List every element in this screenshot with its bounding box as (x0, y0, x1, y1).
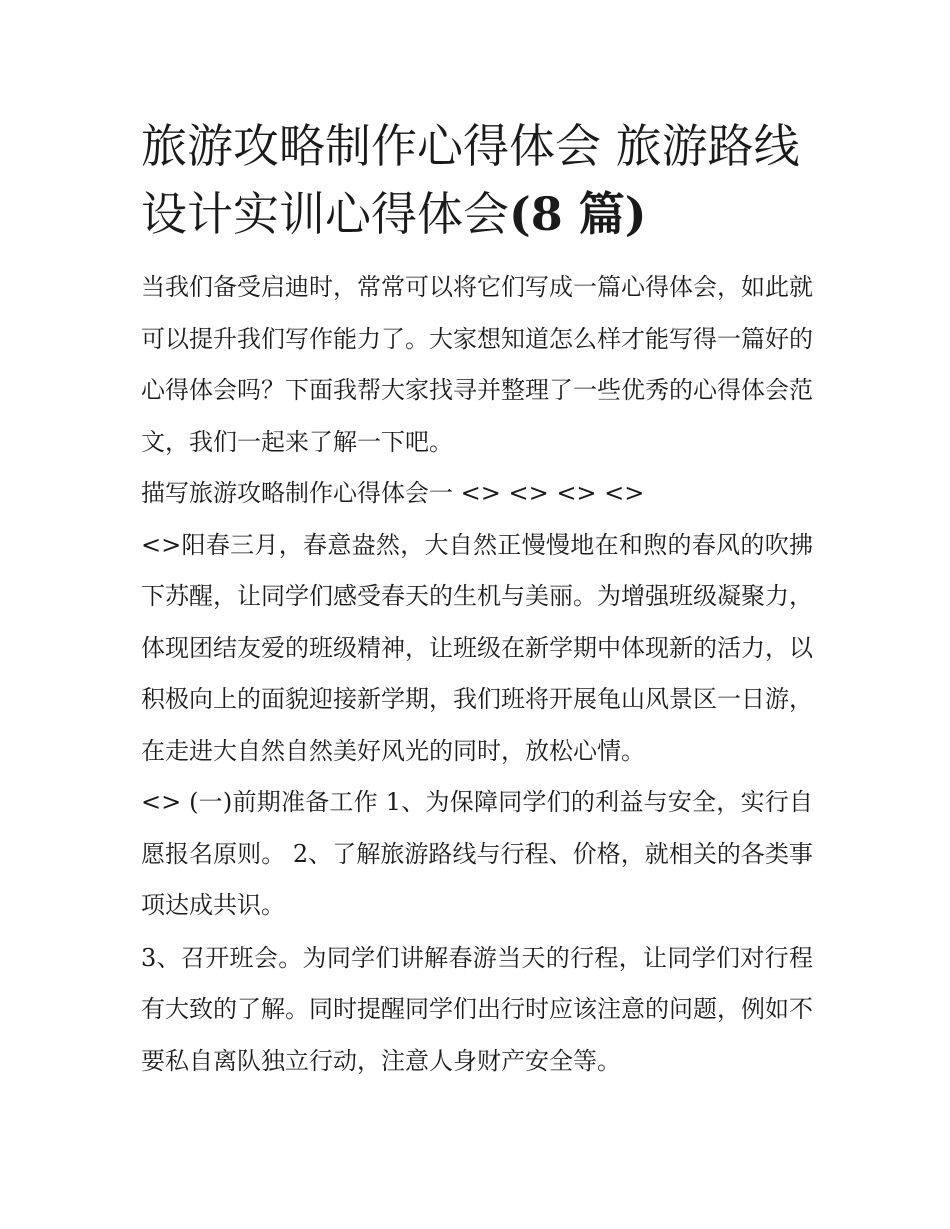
title-count-text: (8 篇) (509, 187, 647, 241)
body-paragraph: 3、召开班会。为同学们讲解春游当天的行程，让同学们对行程有大致的了解。同时提醒同学们出行时应该注意的问题，例如不要私自离队独立行动，注意人身财产安全等。 (141, 943, 813, 1075)
title-main-text: 旅游攻略制作心得体会 旅游路线设计实训心得体会 (141, 119, 800, 241)
intro-paragraph: 当我们备受启迪时，常常可以将它们写成一篇心得体会，如此就可以提升我们写作能力了。大家想知道怎么样才能写得一篇好的心得体会吗？下面我帮大家找寻并整理了一些优秀的心得体会范文，我们一起来了解一下吧。 (141, 273, 813, 456)
section-heading: 描写旅游攻略制作心得体会一 <> <> <> <> (141, 479, 645, 507)
document-page (141, 112, 813, 1087)
body-paragraph: <>阳春三月，春意盎然，大自然正慢慢地在和煦的春风的吹拂下苏醒，让同学们感受春天的生机与美丽。为增强班级凝聚力，体现团结友爱的班级精神，让班级在新学期中体现新的活力，以积极向上的面貌迎接新学期，我们班将开展龟山风景区一日游，在走进大自然自然美好风光的同时，放松心情。 (141, 530, 813, 765)
document-title (141, 112, 813, 248)
body-paragraph: <> (一)前期准备工作 1、为保障同学们的利益与安全，实行自愿报名原则。 2、了解旅游路线与行程、价格，就相关的各类事项达成共识。 (141, 788, 813, 919)
